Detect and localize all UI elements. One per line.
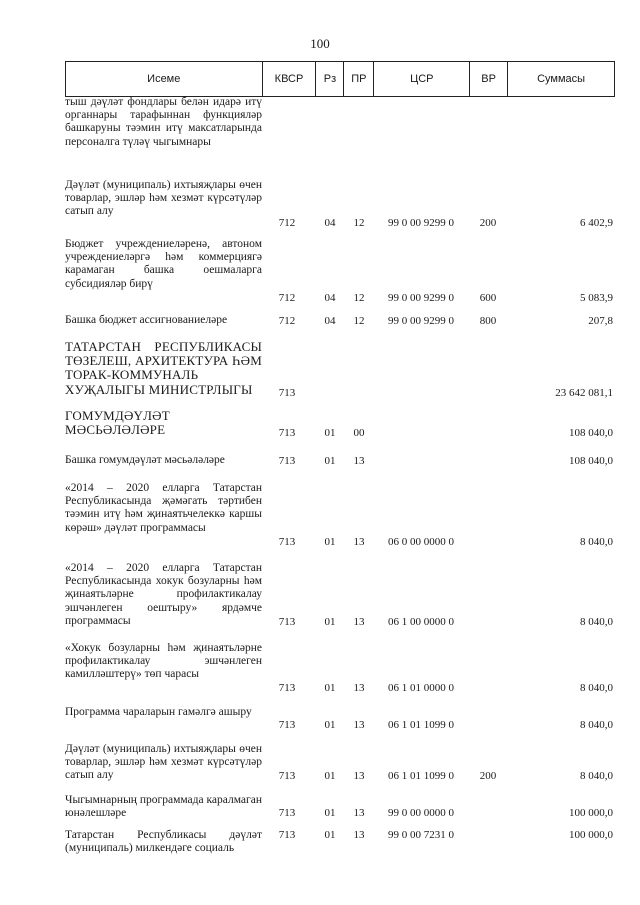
row-pr: 13 bbox=[353, 616, 365, 628]
row-csr: 99 0 00 9299 0 bbox=[388, 217, 454, 229]
row-sum: 8 040,0 bbox=[580, 719, 613, 731]
row-sum: 6 402,9 bbox=[580, 217, 613, 229]
row-kvsr: 713 bbox=[278, 427, 296, 439]
header-name: Исеме bbox=[66, 62, 263, 97]
row-pr: 12 bbox=[353, 315, 365, 327]
row-kvsr: 713 bbox=[278, 455, 296, 467]
row-rz: 01 bbox=[324, 427, 336, 439]
row-csr: 99 0 00 9299 0 bbox=[388, 292, 454, 304]
row-name: ТАТАРСТАН РЕСПУБЛИКАСЫ ТӨЗЕЛЕШ, АРХИТЕКТУРА ҺӘМ ТОРАК-КОММУНАЛЬ ХУҖАЛЫГЫ МИНИСТРЛЫГЫ bbox=[65, 339, 262, 397]
row-name: Программа чараларын гамәлгә ашыру bbox=[65, 706, 252, 718]
row-name: ГОМУМДӘҮЛӘТ МӘСЬӘЛӘЛӘРЕ bbox=[65, 408, 170, 438]
table-row bbox=[65, 706, 615, 732]
row-kvsr: 712 bbox=[278, 292, 296, 304]
table-row bbox=[65, 340, 615, 400]
row-kvsr: 713 bbox=[278, 682, 296, 694]
row-kvsr: 713 bbox=[278, 807, 296, 819]
table-row bbox=[65, 409, 615, 440]
row-rz: 01 bbox=[324, 682, 336, 694]
row-rz: 01 bbox=[324, 455, 336, 467]
header-kvsr: КВСР bbox=[262, 62, 316, 97]
row-csr: 99 0 00 9299 0 bbox=[388, 315, 454, 327]
row-pr: 13 bbox=[353, 770, 365, 782]
table-row bbox=[65, 179, 615, 230]
row-csr: 06 0 00 0000 0 bbox=[388, 536, 454, 548]
row-sum: 8 040,0 bbox=[580, 536, 613, 548]
row-rz: 04 bbox=[324, 292, 336, 304]
table-row bbox=[65, 794, 615, 820]
table-row bbox=[65, 743, 615, 783]
row-rz: 01 bbox=[324, 616, 336, 628]
table-header bbox=[65, 61, 615, 97]
row-sum: 100 000,0 bbox=[569, 807, 613, 819]
row-rz: 01 bbox=[324, 829, 336, 841]
row-pr: 00 bbox=[353, 427, 365, 439]
row-rz: 04 bbox=[324, 315, 336, 327]
header-vr: ВР bbox=[470, 62, 508, 97]
row-sum: 8 040,0 bbox=[580, 770, 613, 782]
row-rz: 01 bbox=[324, 770, 336, 782]
row-kvsr: 713 bbox=[278, 616, 296, 628]
row-sum: 23 642 081,1 bbox=[555, 387, 613, 399]
table-body bbox=[65, 96, 615, 855]
row-pr: 13 bbox=[353, 829, 365, 841]
row-pr: 13 bbox=[353, 807, 365, 819]
row-name: «2014 – 2020 елларга Татарстан Республикасында хокук бозуларны һәм җинаятьләрне профилактикалау эшчәнлеген оештыру» ярдәмче программасы bbox=[65, 562, 262, 627]
row-name: Татарстан Республикасы дәүләт (муниципаль) милкендәге социаль bbox=[65, 829, 262, 855]
table-row bbox=[65, 96, 615, 179]
row-kvsr: 712 bbox=[278, 315, 296, 327]
table-row bbox=[65, 829, 615, 855]
row-kvsr: 713 bbox=[278, 536, 296, 548]
row-pr: 13 bbox=[353, 536, 365, 548]
row-pr: 13 bbox=[353, 719, 365, 731]
row-pr: 12 bbox=[353, 292, 365, 304]
row-name: Дәүләт (муниципаль) ихтыяҗлары өчен товарлар, эшләр һәм хезмәт күрсәтүләр сатып алу bbox=[65, 179, 262, 218]
row-kvsr: 713 bbox=[278, 719, 296, 731]
row-rz: 01 bbox=[324, 807, 336, 819]
row-pr: 13 bbox=[353, 682, 365, 694]
row-sum: 5 083,9 bbox=[580, 292, 613, 304]
row-sum: 108 040,0 bbox=[569, 427, 613, 439]
row-name: тыш дәүләт фондлары белән идарә итү органнары тарафыннан функцияләр башкаруны тәэмин итү максатларында персоналга түләү чыгымнары bbox=[65, 96, 262, 148]
row-sum: 100 000,0 bbox=[569, 829, 613, 841]
row-csr: 06 1 01 1099 0 bbox=[388, 719, 454, 731]
table-row bbox=[65, 562, 615, 629]
row-csr: 06 1 00 0000 0 bbox=[388, 616, 454, 628]
row-vr: 200 bbox=[479, 770, 497, 782]
row-kvsr: 712 bbox=[278, 217, 296, 229]
table-row bbox=[65, 642, 615, 695]
row-csr: 06 1 01 0000 0 bbox=[388, 682, 454, 694]
row-name: Чыгымнарның программада каралмаган юнәлешләре bbox=[65, 794, 262, 820]
row-name: Бюджет учреждениеләренә, автоном учреждениеләргә һәм коммерциягә карамаган башка оешмаларга субсидияләр бирү bbox=[65, 238, 262, 290]
header-pr: ПР bbox=[344, 62, 374, 97]
table-row bbox=[65, 454, 615, 468]
table-row bbox=[65, 482, 615, 549]
row-name: «2014 – 2020 елларга Татарстан Республикасында җәмәгать тәртибен тәэмин итү һәм җинаятьчелеккә каршы көрәш» дәүләт программасы bbox=[65, 482, 262, 534]
row-rz: 04 bbox=[324, 217, 336, 229]
table-row bbox=[65, 314, 615, 328]
row-name: «Хокук бозуларны һәм җинаятьләрне профилактикалау эшчәнлеген камиллəштерү» төп чарасы bbox=[65, 642, 262, 681]
row-pr: 13 bbox=[353, 455, 365, 467]
row-vr: 800 bbox=[479, 315, 497, 327]
row-name: Башка бюджет ассигнованиеләре bbox=[65, 314, 228, 326]
row-name: Башка гомумдәүләт мәсьәләләре bbox=[65, 454, 225, 466]
row-csr: 06 1 01 1099 0 bbox=[388, 770, 454, 782]
header-rz: Рз bbox=[316, 62, 344, 97]
row-name: Дәүләт (муниципаль) ихтыяҗлары өчен товарлар, эшләр һәм хезмәт күрсәтүләр сатып алу bbox=[65, 743, 262, 782]
row-csr: 99 0 00 7231 0 bbox=[388, 829, 454, 841]
page-number: 100 bbox=[310, 36, 330, 51]
row-sum: 8 040,0 bbox=[580, 616, 613, 628]
header-csr: ЦСР bbox=[374, 62, 470, 97]
row-rz: 01 bbox=[324, 719, 336, 731]
row-sum: 108 040,0 bbox=[569, 455, 613, 467]
row-kvsr: 713 bbox=[278, 770, 296, 782]
row-vr: 600 bbox=[479, 292, 497, 304]
row-pr: 12 bbox=[353, 217, 365, 229]
row-vr: 200 bbox=[479, 217, 497, 229]
row-sum: 8 040,0 bbox=[580, 682, 613, 694]
row-csr: 99 0 00 0000 0 bbox=[388, 807, 454, 819]
row-rz: 01 bbox=[324, 536, 336, 548]
row-kvsr: 713 bbox=[278, 387, 296, 399]
row-kvsr: 713 bbox=[278, 829, 296, 841]
row-sum: 207,8 bbox=[588, 315, 613, 327]
table-row bbox=[65, 238, 615, 305]
header-sum: Суммасы bbox=[508, 62, 615, 97]
